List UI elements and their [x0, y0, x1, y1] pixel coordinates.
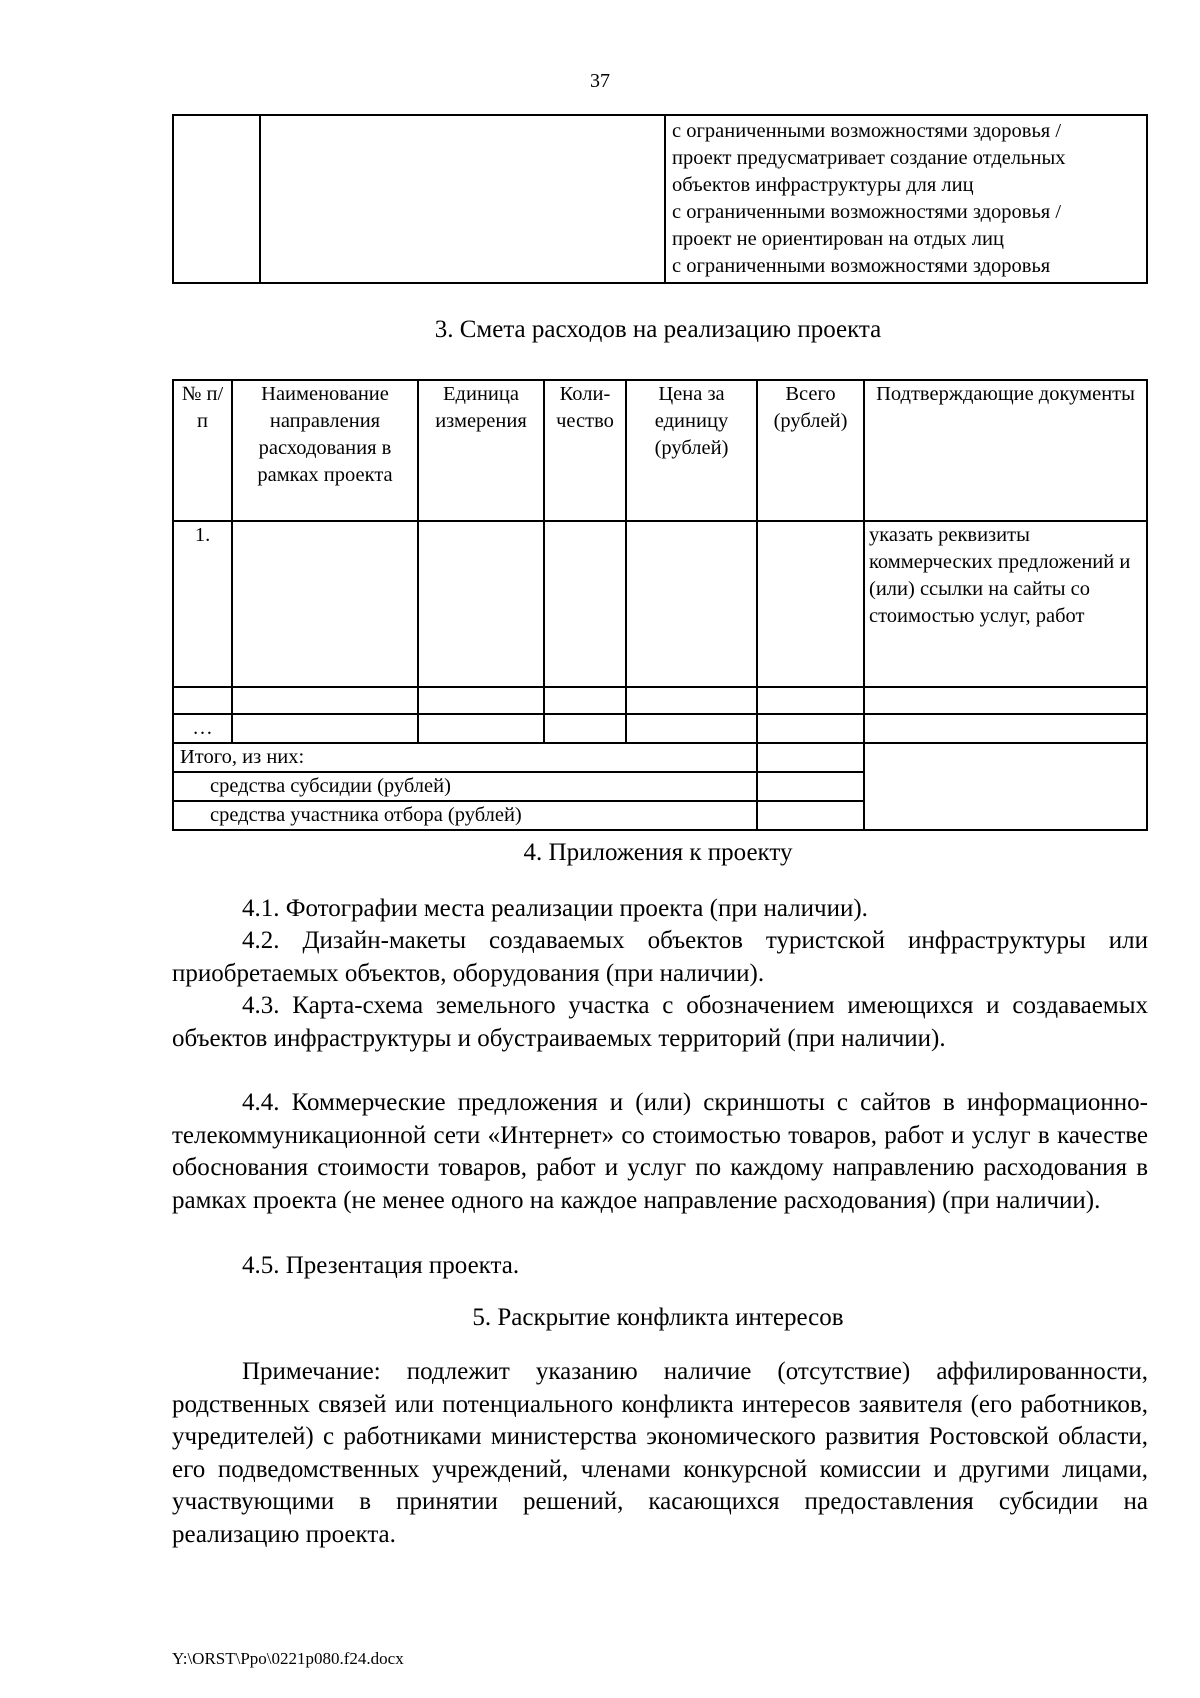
criteria-line: проект предусматривает создание отдельных — [672, 147, 1066, 169]
header-number: № п/п — [173, 380, 232, 521]
table-row — [173, 521, 1147, 687]
conflict-note: Примечание: подлежит указанию наличие (отсутствие) аффилированности, родственных связей или потенциального конфликта интересов заявителя (его работников, учредителей) с работниками министерства экономического развития Ростовской области, его подведомственных учреждений, членами конкурсной комиссии и другими лицами, участвующими в принятии решений, касающихся предоставления субсидии на реализацию проекта. — [172, 1358, 1148, 1548]
criteria-line: с ограниченными возможностями здоровья — [672, 255, 1051, 277]
header-quantity: Коли-чество — [544, 380, 626, 521]
appendix-item: 4.1. Фотографии места реализации проекта (при наличии). — [242, 895, 868, 922]
table-row — [173, 687, 1147, 714]
appendix-item: 4.3. Карта-схема земельного участка с обозначением имеющихся и создаваемых объектов инфраструктуры и обустраиваемых территорий (при наличии). — [172, 992, 1148, 1052]
page-number: 37 — [590, 70, 610, 92]
table-cell — [418, 521, 544, 687]
table-cell — [864, 743, 1147, 830]
criteria-line: с ограниченными возможностями здоровья / — [672, 120, 1062, 142]
criteria-table-continuation — [172, 114, 1148, 284]
table-cell — [232, 521, 418, 687]
header-documents: Подтверждающие документы — [864, 380, 1147, 521]
table-cell — [665, 115, 1147, 283]
table-header-row — [173, 380, 1147, 521]
header-unit-price: Цена за единицу (рублей) — [626, 380, 757, 521]
subsidy-label: средства субсидии (рублей) — [173, 772, 757, 801]
table-cell — [173, 115, 260, 283]
appendix-item: 4.5. Презентация проекта. — [242, 1252, 520, 1279]
table-cell — [757, 743, 864, 772]
header-unit: Единица измерения — [418, 380, 544, 521]
total-label: Итого, из них: — [173, 743, 757, 772]
criteria-line: проект не ориентирован на отдых лиц — [672, 228, 1004, 250]
total-row — [173, 743, 1147, 772]
budget-table — [172, 379, 1148, 831]
table-cell — [626, 521, 757, 687]
ellipsis: … — [173, 714, 232, 743]
appendix-item: 4.2. Дизайн-макеты создаваемых объектов туристской инфраструктуры или приобретаемых объектов, оборудования (при наличии). — [172, 927, 1148, 987]
documents-note: указать реквизиты коммерческих предложений и (или) ссылки на сайты со стоимостью услуг, работ — [864, 521, 1147, 687]
header-expense-name: Наименование направления расходования в рамках проекта — [232, 380, 418, 521]
section-4-title: 4. Приложения к проекту — [523, 839, 793, 866]
table-cell — [544, 521, 626, 687]
table-cell — [260, 115, 665, 283]
criteria-line: с ограниченными возможностями здоровья / — [672, 201, 1062, 223]
row-number: 1. — [173, 521, 232, 687]
table-cell — [757, 801, 864, 830]
table-cell — [757, 772, 864, 801]
header-total: Всего (рублей) — [757, 380, 864, 521]
table-row — [173, 714, 1147, 743]
section-5-title: 5. Раскрытие конфликта интересов — [472, 1304, 844, 1331]
appendix-item: 4.4. Коммерческие предложения и (или) скриншоты с сайтов в информационно-телекоммуникационной сети «Интернет» со стоимостью товаров, работ и услуг в качестве обоснования стоимости товаров, работ и услуг по каждому направлению расходования в рамках проекта (не менее одного на каждое направление расходования) (при наличии). — [172, 1089, 1148, 1214]
footer-file-path: Y:\ORST\Ppo\0221p080.f24.docx — [172, 1649, 404, 1668]
section-3-title: 3. Смета расходов на реализацию проекта — [434, 316, 882, 343]
criteria-line: объектов инфраструктуры для лиц — [672, 174, 974, 196]
table-cell — [757, 521, 864, 687]
participant-label: средства участника отбора (рублей) — [173, 801, 757, 830]
